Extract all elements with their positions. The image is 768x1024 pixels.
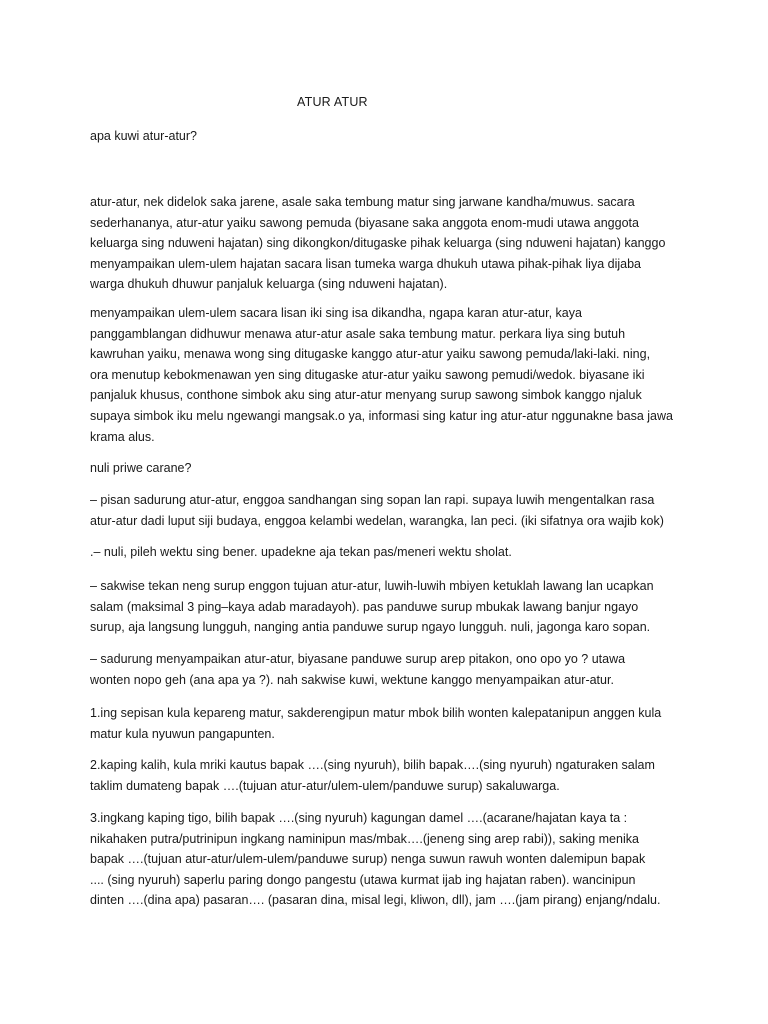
- paragraph-definition: [90, 192, 690, 295]
- document-title: ATUR ATUR: [297, 95, 368, 109]
- question-heading-2: nuli priwe carane?: [90, 461, 192, 475]
- paragraph-line: atur-atur, nek didelok saka jarene, asale saka tembung matur sing jarwane kandha/muwus. sacara: [90, 195, 635, 209]
- paragraph-line: sederhananya, atur-atur yaiku sawong pemuda (biyasane saka anggota enom-mudi utawa anggota: [90, 215, 639, 230]
- paragraph-line: surup, aja langsung lungguh, nanging antia panduwe surup ngayo lungguh. nuli, jagonga karo sopan.: [90, 620, 651, 635]
- paragraph-line: salam (maksimal 3 ping–kaya adab maradayoh). pas panduwe surup mbukak lawang banjur ngayo: [90, 599, 639, 614]
- question-heading-1: apa kuwi atur-atur?: [90, 129, 198, 143]
- paragraph-line: bapak ….(tujuan atur-atur/ulem-ulem/panduwe surup) nenga suwun rawuh wonten dalemipun bapak: [90, 852, 646, 867]
- speech-part-2: [90, 755, 690, 796]
- paragraph-line: – pisan sadurung atur-atur, enggoa sandhangan sing sopan lan rapi. supaya luwih mengentalkan rasa: [90, 493, 655, 507]
- paragraph-line: .... (sing nyuruh) saperlu paring dongo pangestu (utawa kurmat ijab ing hajatan raben). wancinipun: [90, 872, 636, 887]
- paragraph-line: ora menutup kebokmenawan yen sing ditugaske atur-atur yaiku sawong pemudi/wedok. biyasane iki: [90, 367, 645, 382]
- paragraph-line: 3.ingkang kaping tigo, bilih bapak ….(sing nyuruh) kagungan damel ….(acarane/hajatan kaya ta :: [90, 811, 628, 825]
- paragraph-line: warga dhukuh dhuwur panjaluk keluarga (sing nduweni hajatan).: [90, 277, 448, 292]
- paragraph-line: krama alus.: [90, 429, 155, 444]
- paragraph-explanation: [90, 303, 690, 447]
- paragraph-line: 2.kaping kalih, kula mriki kautus bapak ….(sing nyuruh), bilih bapak….(sing nyuruh) ngaturaken salam: [90, 758, 655, 772]
- step-arrival: [90, 576, 690, 638]
- paragraph-line: 1.ing sepisan kula kepareng matur, sakderengipun matur mbok bilih wonten kalepatanipun anggen kula: [90, 706, 662, 720]
- paragraph-line: supaya simbok iku melu ngewangi mangsak.o ya, informasi sing katur ing atur-atur nggunakne basa jawa: [90, 408, 673, 423]
- paragraph-line: dinten ….(dina apa) pasaran…. (pasaran dina, misal legi, kliwon, dll), jam ….(jam pirang) enjang/ndalu.: [90, 893, 661, 908]
- paragraph-line: atur-atur dadi luput siji budaya, enggoa kelambi wedelan, warangka, lan peci. (iki sifatnya ora wajib kok): [90, 513, 664, 528]
- paragraph-line: nikahaken putra/putrinipun ingkang naminipun mas/mbak….(jeneng sing arep rabi)), saking menika: [90, 831, 639, 846]
- step-clothing: [90, 490, 690, 531]
- paragraph-line: – sadurung menyampaikan atur-atur, biyasane panduwe surup arep pitakon, ono opo yo ? utawa: [90, 652, 626, 666]
- step-timing: [90, 542, 690, 563]
- paragraph-line: – sakwise tekan neng surup enggon tujuan atur-atur, luwih-luwih mbiyen ketuklah lawang lan ucapkan: [90, 579, 654, 593]
- paragraph-line: panggamblangan didhuwur menawa atur-atur asale saka tembung matur. perkara liya sing butuh: [90, 326, 626, 341]
- paragraph-line: matur kula nyuwun pangapunten.: [90, 726, 275, 741]
- paragraph-line: kawruhan yaiku, menawa wong sing ditugaske kanggo atur-atur yaiku sawong pemuda/laki-laki. ning,: [90, 347, 651, 362]
- paragraph-line: panjaluk khusus, conthone simbok aku sing atur-atur menyang surup sawong simbok kanggo njaluk: [90, 388, 642, 403]
- paragraph-line: wonten nopo geh (ana apa ya ?). nah sakwise kuwi, wektune kanggo menyampaikan atur-atur.: [90, 672, 614, 687]
- paragraph-line: keluarga sing nduweni hajatan) sing dikongkon/ditugaske pihak keluarga (sing nduweni hajatan) kanggo: [90, 236, 666, 251]
- speech-part-3: [90, 808, 690, 911]
- speech-part-1: [90, 703, 690, 744]
- paragraph-line: menyampaikan ulem-ulem sacara lisan iki sing isa dikandha, ngapa karan atur-atur, kaya: [90, 306, 582, 320]
- step-before-speech: [90, 649, 690, 690]
- paragraph-line: menyampaikan ulem-ulem hajatan sacara lisan tumeka warga dhukuh utawa pihak-pihak liya dijaba: [90, 256, 642, 271]
- paragraph-line: .– nuli, pileh wektu sing bener. upadekne aja tekan pas/meneri wektu sholat.: [90, 545, 512, 559]
- paragraph-line: taklim dumateng bapak ….(tujuan atur-atur/ulem-ulem/panduwe surup) sakaluwarga.: [90, 778, 560, 793]
